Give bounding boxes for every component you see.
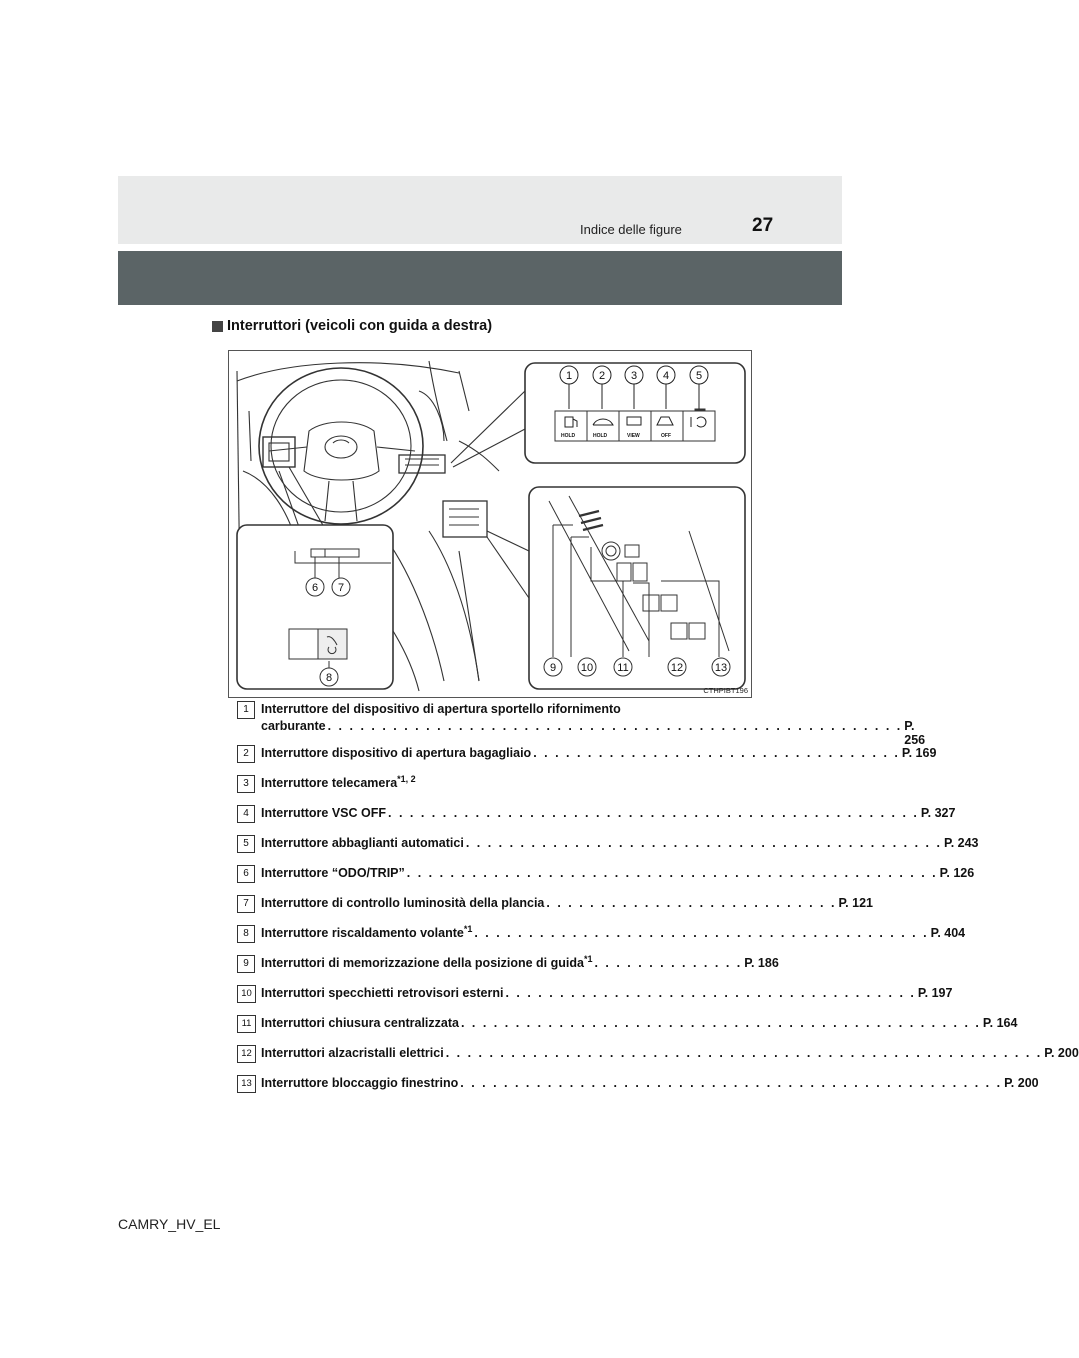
list-item <box>237 984 953 1014</box>
dashboard-figure <box>228 350 752 698</box>
item-number: 3 <box>237 775 255 793</box>
list-item <box>237 744 937 774</box>
list-item <box>237 953 779 984</box>
dot-leader: . . . . . . . . . . . . . . . . . . . . . . . . . . . . . . . . . . . . . . . . . . . . . . . . . . . . . . . <box>445 1046 1043 1060</box>
list-item <box>237 1044 1079 1074</box>
switch-list <box>237 700 1079 1104</box>
section-name: Indice delle figure <box>580 222 682 237</box>
item-text: Interruttore telecamera$^{*1, 2}$ <box>261 773 416 790</box>
callout-13: 13 <box>714 662 728 674</box>
callout-7: 7 <box>337 582 345 594</box>
page-reference[interactable]: P. 404 <box>930 926 966 940</box>
callout-12: 12 <box>670 662 684 674</box>
item-number: 13 <box>237 1075 256 1093</box>
header-top-strip <box>118 176 842 244</box>
item-text: Interruttore bloccaggio finestrino <box>261 1076 459 1090</box>
page-reference[interactable]: P. 256 <box>904 719 926 747</box>
list-item <box>237 834 979 864</box>
button-label-view: VIEW <box>627 433 640 439</box>
item-text: Interruttori chiusura centralizzata <box>261 1016 459 1030</box>
item-text: Interruttori specchietti retrovisori esterni <box>261 986 504 1000</box>
dot-leader: . . . . . . . . . . . . . . . . . . . . . . . . . . . . . . . . . . . . . . . . . . . . . . . . <box>460 1016 981 1030</box>
dot-leader: . . . . . . . . . . . . . . . . . . . . . . . . . . . . . . . . . . . . . . . . . . . . . . . . . <box>406 866 938 880</box>
callout-2: 2 <box>598 370 606 382</box>
dot-leader: . . . . . . . . . . . . . . . . . . . . . . . . . . . . . . . . . . <box>533 746 900 760</box>
dot-leader: . . . . . . . . . . . . . . . . . . . . . . . . . . . . . . . . . . . . . . <box>505 986 916 1000</box>
dot-leader: . . . . . . . . . . . . . . <box>594 956 743 970</box>
page-reference[interactable]: P. 121 <box>838 896 873 910</box>
list-item <box>237 774 727 804</box>
page-reference[interactable]: P. 169 <box>901 746 937 760</box>
dot-leader: . . . . . . . . . . . . . . . . . . . . . . . . . . . . . . . . . . . . . . . . . . . . <box>465 836 942 850</box>
page-reference[interactable]: P. 327 <box>920 806 956 820</box>
page-reference[interactable]: P. 197 <box>917 986 953 1000</box>
page-reference[interactable]: P. 200 <box>1004 1076 1039 1090</box>
footnote-mark: *1 <box>463 923 473 934</box>
list-item <box>237 894 873 924</box>
page-reference[interactable]: P. 200 <box>1044 1046 1079 1060</box>
item-number: 2 <box>237 745 255 763</box>
button-label-off: OFF <box>661 433 671 439</box>
header-band <box>118 251 842 305</box>
item-number: 4 <box>237 805 255 823</box>
figure-code: CTHPIBT196 <box>703 686 748 695</box>
item-number: 11 <box>237 1015 256 1033</box>
section-title-text: Interruttori (veicoli con guida a destra) <box>227 318 493 334</box>
dot-leader: . . . . . . . . . . . . . . . . . . . . . . . . . . . . . . . . . . . . . . . . . . . . . . . . . . <box>460 1076 1003 1090</box>
callout-5: 5 <box>695 370 703 382</box>
item-text: Interruttore del dispositivo di apertura sportello rifornimento <box>261 702 621 716</box>
page-number: 27 <box>752 215 774 236</box>
item-number: 7 <box>237 895 255 913</box>
item-number: 5 <box>237 835 255 853</box>
dashboard-illustration <box>229 351 751 697</box>
button-label-hold-2: HOLD <box>593 433 608 439</box>
item-text: Interruttore “ODO/TRIP” <box>261 866 405 880</box>
callout-11: 11 <box>617 662 629 674</box>
item-number: 9 <box>237 955 255 973</box>
list-item <box>237 1014 1018 1044</box>
button-label-hold-1: HOLD <box>561 433 576 439</box>
page-reference[interactable]: P. 126 <box>939 866 975 880</box>
item-number: 1 <box>237 701 255 719</box>
item-text: Interruttore dispositivo di apertura bagagliaio <box>261 746 532 760</box>
dot-leader: . . . . . . . . . . . . . . . . . . . . . . . . . . . . . . . . . . . . . . . . . . <box>474 926 929 940</box>
callout-4: 4 <box>662 370 670 382</box>
page-reference[interactable]: P. 186 <box>744 956 779 970</box>
item-text: Interruttore VSC OFF <box>261 806 387 820</box>
item-number: 6 <box>237 865 255 883</box>
list-item <box>237 923 966 954</box>
dot-leader: . . . . . . . . . . . . . . . . . . . . . . . . . . . . . . . . . . . . . . . . . . . . . . . . . <box>388 806 919 820</box>
callout-1: 1 <box>565 370 573 382</box>
dot-leader: . . . . . . . . . . . . . . . . . . . . . . . . . . . <box>546 896 837 910</box>
dot-leader: . . . . . . . . . . . . . . . . . . . . . . . . . . . . . . . . . . . . . . . . . . . . . . . . . . . . . <box>327 719 903 733</box>
item-text: Interruttori alzacristalli elettrici <box>261 1046 444 1060</box>
item-number: 12 <box>237 1045 256 1063</box>
list-item <box>237 804 956 834</box>
footnote-mark: *1, 2 <box>397 773 416 784</box>
item-number: 8 <box>237 925 255 943</box>
item-text-continued: carburante <box>261 719 326 733</box>
item-text: Interruttore riscaldamento volante$^{*1}$ <box>261 923 473 940</box>
item-text: Interruttore di controllo luminosità della plancia <box>261 896 545 910</box>
page-reference[interactable]: P. 243 <box>943 836 979 850</box>
model-code: CAMRY_HV_EL <box>118 1216 221 1232</box>
callout-3: 3 <box>630 370 638 382</box>
list-item <box>237 700 926 747</box>
callout-8: 8 <box>325 672 333 684</box>
item-text: Interruttore abbaglianti automatici <box>261 836 464 850</box>
item-number: 10 <box>237 985 256 1003</box>
square-bullet-icon <box>212 321 223 332</box>
page-reference[interactable]: P. 164 <box>982 1016 1018 1030</box>
list-item <box>237 864 975 894</box>
item-text: Interruttori di memorizzazione della posizione di guida$^{*1}$ <box>261 953 593 970</box>
callout-9: 9 <box>549 662 557 674</box>
section-title <box>212 318 492 334</box>
list-item <box>237 1074 1039 1104</box>
footnote-mark: *1 <box>583 953 593 964</box>
callout-10: 10 <box>580 662 594 674</box>
callout-6: 6 <box>311 582 319 594</box>
